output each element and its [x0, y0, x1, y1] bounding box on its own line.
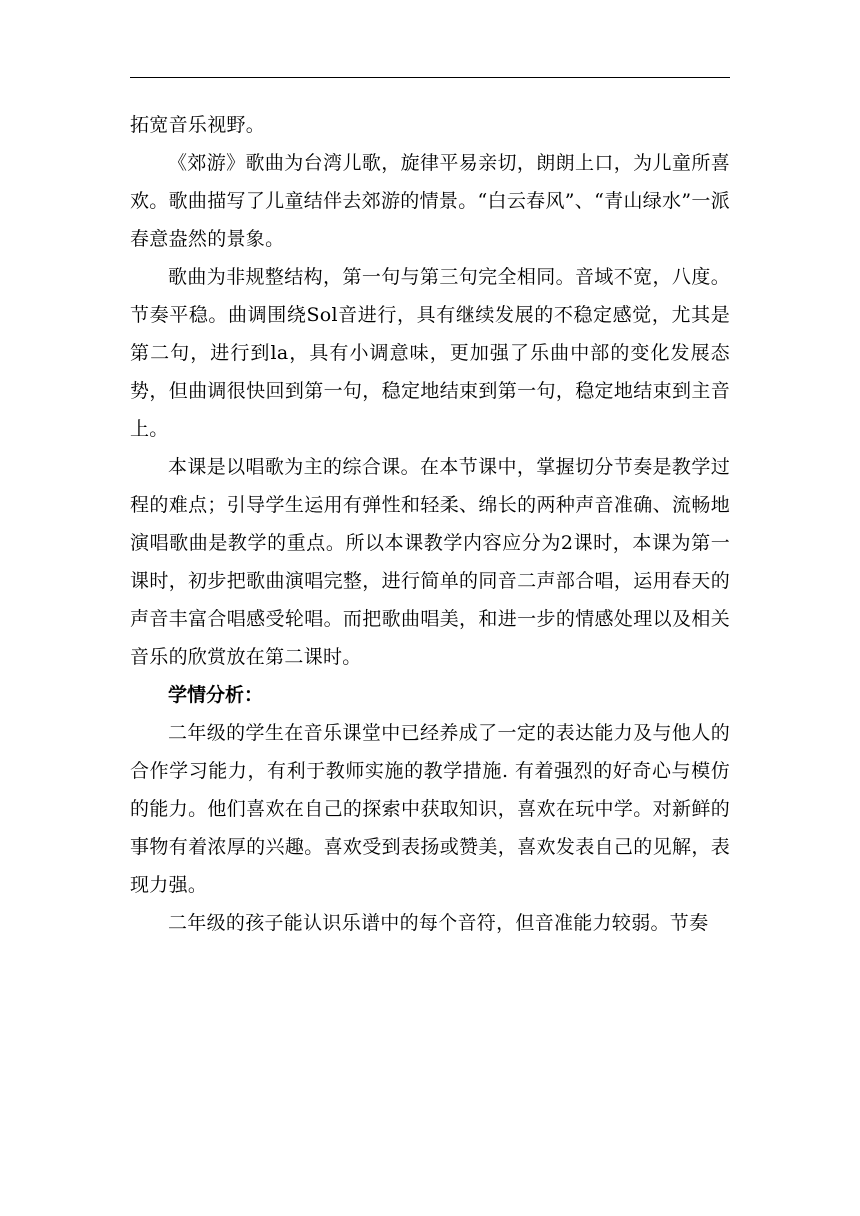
section-heading-student-analysis: 学情分析： — [168, 684, 264, 706]
paragraph-song-structure: 歌曲为非规整结构，第一句与第三句完全相同。音域不宽，八度。节奏平稳。曲调围绕Sol音进行，具有继续发展的不稳定感觉，尤其是第二句，进行到la，具有小调意味，更加强了乐曲中部的变化发展态势，但曲调很快回到第一句，稳定地结束到第一句，稳定地结束到主音上。 — [130, 266, 730, 440]
paragraph-lesson-plan: 本课是以唱歌为主的综合课。在本节课中，掌握切分节奏是教学过程的难点；引导学生运用有弹性和轻柔、绵长的两种声音准确、流畅地演唱歌曲是教学的重点。所以本课教学内容应分为2课时，本课为第一课时，初步把歌曲演唱完整，进行简单的同音二声部合唱，运用春天的声音丰富合唱感受轮唱。而把歌曲唱美，和进一步的情感处理以及相关音乐的欣赏放在第二课时。 — [130, 456, 730, 668]
header-rule — [130, 77, 730, 78]
paragraph-student-ability: 二年级的学生在音乐课堂中已经养成了一定的表达能力及与他人的合作学习能力，有利于教师实施的教学措施. 有着强烈的好奇心与模仿的能力。他们喜欢在自己的探索中获取知识，喜欢在玩中学。对新鲜的事物有着浓厚的兴趣。喜欢受到表扬或赞美，喜欢发表自己的见解，表现力强。 — [130, 722, 730, 896]
document-body — [130, 106, 730, 942]
paragraph-continuation: 拓宽音乐视野。 — [130, 114, 266, 136]
paragraph-student-pitch: 二年级的孩子能认识乐谱中的每个音符，但音准能力较弱。节奏 — [168, 912, 709, 934]
paragraph-song-intro: 《郊游》歌曲为台湾儿歌，旋律平易亲切，朗朗上口，为儿童所喜欢。歌曲描写了儿童结伴去郊游的情景。“白云春风”、“青山绿水”一派春意盎然的景象。 — [130, 152, 730, 250]
